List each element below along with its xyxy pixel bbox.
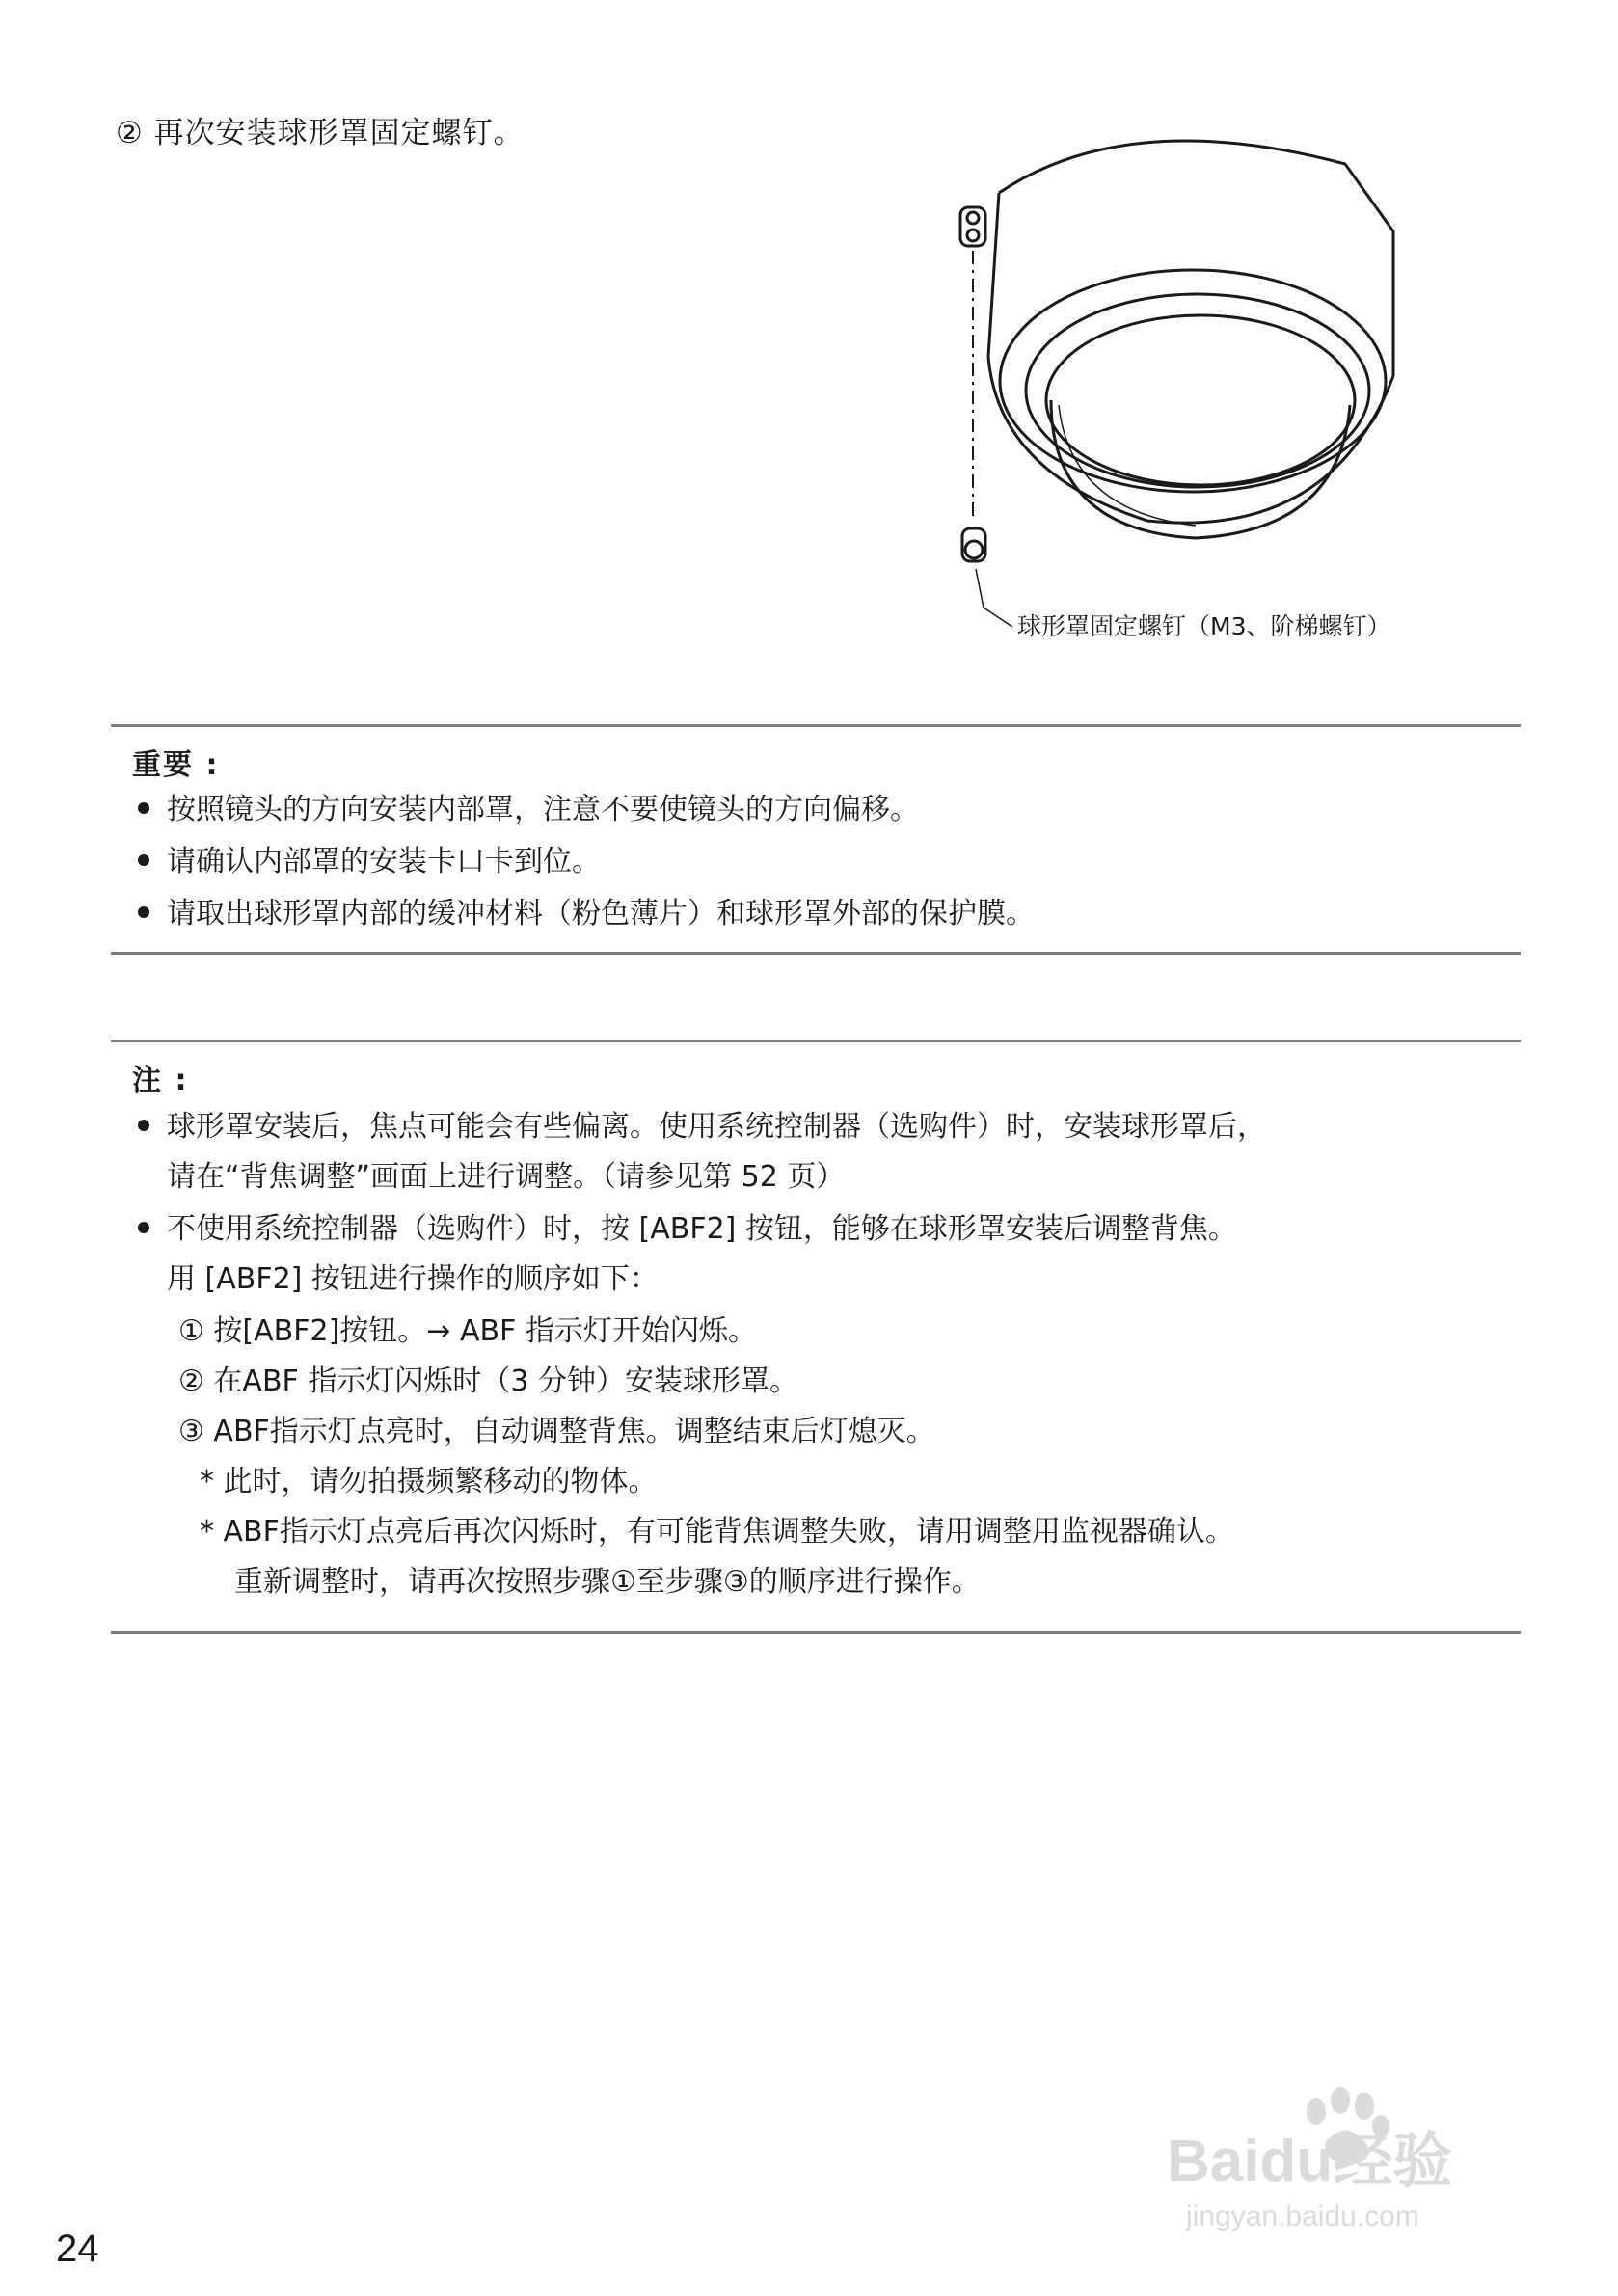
important-item-text: 请确认内部罩的安装卡口卡到位。 [167, 845, 601, 878]
note-item-continuation: 请在“背焦调整”画面上进行调整。（请参见第 52 页） [167, 1160, 846, 1194]
important-box [111, 724, 1521, 955]
note-item-text: 不使用系统控制器（选购件）时，按 [ABF2] 按钮，能够在球形罩安装后调整背焦。 [167, 1212, 1237, 1246]
note-item [138, 1204, 1237, 1255]
important-item [138, 889, 1035, 939]
bullet-dot [138, 854, 149, 866]
important-item-text: 请取出球形罩内部的缓冲材料（粉色薄片）和球形罩外部的保护膜。 [167, 897, 1035, 931]
bullet-dot [138, 906, 149, 918]
bullet-dot [138, 802, 149, 814]
dome-camera-illustration [926, 116, 1466, 656]
note-item-continuation: 用 [ABF2] 按钮进行操作的顺序如下： [167, 1262, 659, 1296]
procedure-step: ② 在ABF 指示灯闪烁时（3 分钟）安装球形罩。 [178, 1364, 798, 1398]
important-item [138, 785, 919, 835]
bullet-dot [138, 1222, 149, 1233]
note-item-text: 球形罩安装后，焦点可能会有些偏离。使用系统控制器（选购件）时，安装球形罩后， [167, 1110, 1266, 1144]
step-instruction: ② 再次安装球形罩固定螺钉。 [116, 116, 525, 150]
baidu-watermark [1157, 2073, 1543, 2237]
note-item [138, 1102, 1266, 1152]
bullet-dot [138, 1120, 149, 1131]
dome-camera-drawing [926, 116, 1466, 656]
important-item [138, 837, 601, 887]
remark-continuation: 重新调整时，请再次按照步骤①至步骤③的顺序进行操作。 [234, 1565, 981, 1599]
remark: * ABF指示灯点亮后再次闪烁时，有可能背焦调整失败，请用调整用监视器确认。 [200, 1515, 1234, 1549]
baidu-paw-logo [1157, 2073, 1543, 2237]
screw-label: 球形罩固定螺钉（M3、阶梯螺钉） [1017, 612, 1391, 640]
note-heading: 注 : [132, 1064, 189, 1097]
remark: * 此时，请勿拍摄频繁移动的物体。 [200, 1465, 658, 1499]
watermark-url: jingyan.baidu.com [1186, 2201, 1419, 2232]
important-heading: 重要 : [132, 748, 220, 782]
page-number: 24 [56, 2228, 99, 2270]
note-box [111, 1040, 1521, 1634]
procedure-step: ③ ABF指示灯点亮时，自动调整背焦。调整结束后灯熄灭。 [178, 1415, 935, 1448]
important-item-text: 按照镜头的方向安装内部罩，注意不要使镜头的方向偏移。 [167, 793, 919, 826]
watermark-brand: Baidu经验 [1167, 2128, 1453, 2195]
procedure-step: ① 按[ABF2]按钮。→ ABF 指示灯开始闪烁。 [178, 1314, 757, 1348]
